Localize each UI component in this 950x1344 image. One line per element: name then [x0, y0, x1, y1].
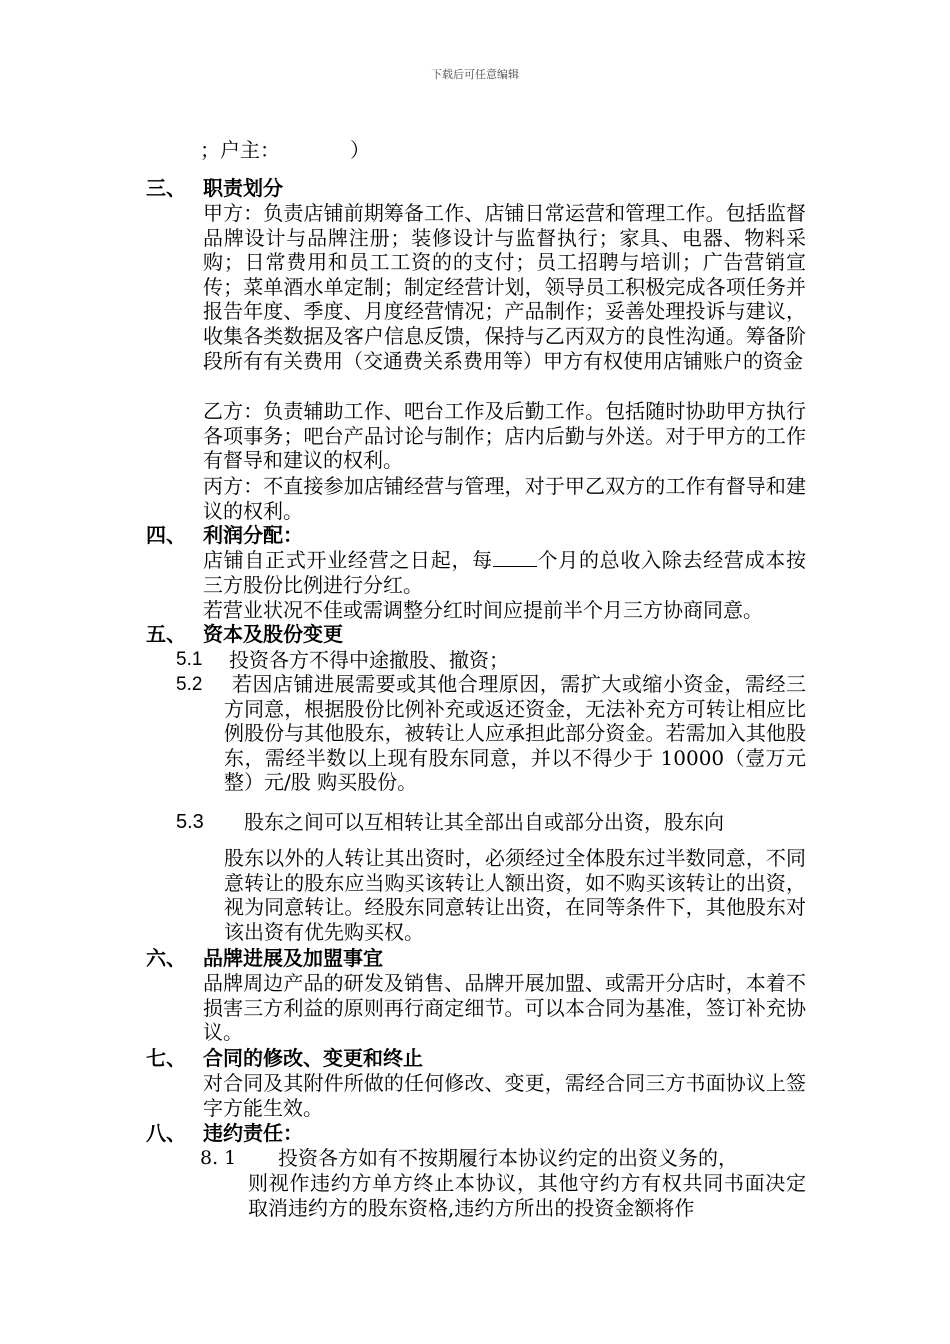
section-6-title: 品牌进展及加盟事宜: [203, 946, 383, 970]
section-6-number: 六、: [146, 946, 186, 970]
section-7-number: 七、: [146, 1046, 186, 1070]
section-8-title: 违约责任：: [203, 1121, 303, 1145]
item-5-2-number: 5.2: [176, 674, 203, 695]
item-8-1-text: 则视作违约方单方终止本协议，其他守约方有权共同书面决定取消违约方的股东资格,违约方所出的投资金额将作: [248, 1171, 806, 1220]
section-3-title: 职责划分: [203, 176, 283, 200]
section-5-number: 五、: [146, 622, 186, 646]
section-3-number: 三、: [146, 176, 186, 200]
item-5-2-text: 若因店铺进展需要或其他合理原因，需扩大或缩小资金，需经三方同意，根据股份比例补充或返还资金，无法补充方可转让相应比例股份与其他股东，被转让人应承担此部分资金。若需加入其他股东，需经半数以上现有股东同意，并以不得少于 10000（壹万元整）元/股 购买股份。: [224, 672, 806, 795]
section-4-title: 利润分配：: [203, 523, 303, 547]
section-4-profit-share: [203, 548, 806, 597]
months-blank-field: [493, 548, 537, 567]
item-5-3-text: 股东以外的人转让其出资时，必须经过全体股东过半数同意，不同意转让的股东应当购买该转让人额出资，如不购买该转让的出资，视为同意转让。经股东同意转让出资，在同等条件下，其他股东对该出资有优先购买权。: [224, 846, 806, 944]
section-5-title: 资本及股份变更: [203, 622, 343, 646]
item-8-1-first-line: 投资各方如有不按期履行本协议约定的出资义务的，: [278, 1146, 738, 1170]
profit-text-before: 店铺自正式开业经营之日起，每: [203, 548, 493, 572]
section-3-party-c: 丙方：不直接参加店铺经营与管理，对于甲乙双方的工作有督导和建议的权利。: [203, 474, 806, 523]
household-head-line: ；户主： ）: [200, 138, 370, 162]
profit-text-after: 个月的总收入除去经营成本按三方股份比例进行分红。: [203, 548, 807, 597]
item-5-3-number: 5.3: [176, 811, 204, 833]
section-4-adjust-note: 若营业状况不佳或需调整分红时间应提前半个月三方协商同意。: [203, 598, 763, 622]
section-3-party-b: 乙方：负责辅助工作、吧台工作及后勤工作。包括随时协助甲方执行各项事务；吧台产品讨论与制作；店内后勤与外送。对于甲方的工作有督导和建议的权利。: [203, 399, 806, 473]
download-watermark: 下载后可任意编辑: [431, 68, 519, 81]
section-3-party-a: 甲方：负责店铺前期筹备工作、店铺日常运营和管理工作。包括监督品牌设计与品牌注册；装修设计与监督执行；家具、电器、物料采购；日常费用和员工工资的的支付；员工招聘与培训；广告营销宣传；菜单酒水单定制；制定经营计划，领导员工积极完成各项任务并报告年度、季度、月度经营情况；产品制作；妥善处理投诉与建议，收集各类数据及客户信息反馈，保持与乙丙双方的良性沟通。筹备阶段所有有关费用（交通费关系费用等）甲方有权使用店铺账户的资金: [203, 201, 806, 373]
item-5-1-number: 5.1: [176, 649, 203, 670]
section-4-number: 四、: [146, 523, 186, 547]
section-7-modification-text: 对合同及其附件所做的任何修改、变更，需经合同三方书面协议上签字方能生效。: [203, 1071, 806, 1120]
section-6-brand-text: 品牌周边产品的研发及销售、品牌开展加盟、或需开分店时，本着不损害三方利益的原则再行商定细节。可以本合同为基准，签订补充协议。: [203, 971, 806, 1045]
item-8-1-number: 8. 1: [200, 1147, 237, 1169]
item-5-1-text: 投资各方不得中途撤股、撤资；: [229, 648, 509, 672]
section-8-number: 八、: [146, 1121, 186, 1145]
item-5-3-first-line: 股东之间可以互相转让其全部出自或部分出资，股东向: [244, 810, 724, 834]
section-7-title: 合同的修改、变更和终止: [203, 1046, 423, 1070]
